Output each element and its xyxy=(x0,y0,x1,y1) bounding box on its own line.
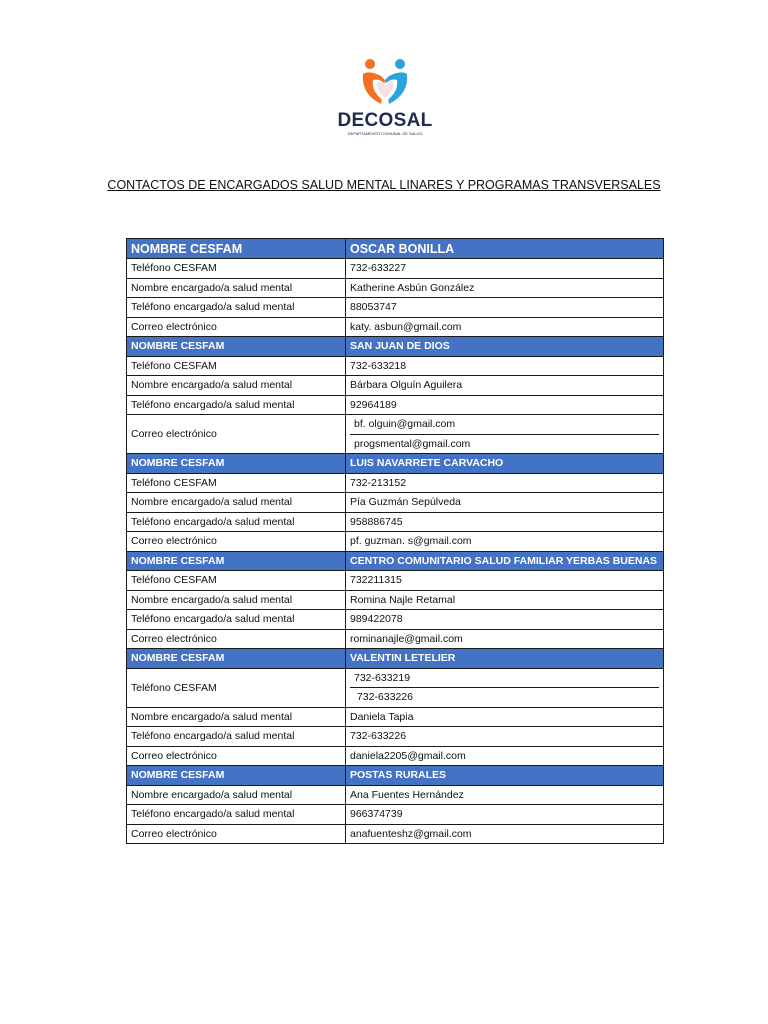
tel-encargado-value: 989422078 xyxy=(346,610,664,630)
table-row xyxy=(127,298,664,318)
tel-encargado-value: 958886745 xyxy=(346,512,664,532)
table-row xyxy=(127,532,664,552)
cesfam-label: NOMBRE CESFAM xyxy=(127,551,346,571)
cesfam-header-row xyxy=(127,649,664,669)
tel-encargado-label: Teléfono encargado/a salud mental xyxy=(127,727,346,747)
correo-label: Correo electrónico xyxy=(127,317,346,337)
tel-encargado-label: Teléfono encargado/a salud mental xyxy=(127,512,346,532)
contacts-table xyxy=(126,238,664,844)
table-row xyxy=(127,746,664,766)
document-title: CONTACTOS DE ENCARGADOS SALUD MENTAL LINARES Y PROGRAMAS TRANSVERSALES xyxy=(107,178,661,192)
logo-name: DECOSAL xyxy=(337,110,433,131)
table-row xyxy=(127,629,664,649)
table-row xyxy=(127,707,664,727)
decosal-logo xyxy=(335,58,435,142)
table-row xyxy=(127,473,664,493)
tel-encargado-value: 966374739 xyxy=(346,805,664,825)
table-row xyxy=(127,395,664,415)
correo-value: pf. guzman. s@gmail.com xyxy=(346,532,664,552)
encargado-label: Nombre encargado/a salud mental xyxy=(127,590,346,610)
correo-value: katy. asbun@gmail.com xyxy=(346,317,664,337)
correo-label: Correo electrónico xyxy=(127,824,346,844)
cesfam-name: OSCAR BONILLA xyxy=(346,239,664,259)
cesfam-header-row xyxy=(127,551,664,571)
table-row xyxy=(127,376,664,396)
table-row xyxy=(127,278,664,298)
table-row xyxy=(127,590,664,610)
tel-cesfam-label: Teléfono CESFAM xyxy=(127,473,346,493)
encargado-value: Bárbara Olguín Aguilera xyxy=(346,376,664,396)
tel-cesfam-label: Teléfono CESFAM xyxy=(127,668,346,707)
encargado-label: Nombre encargado/a salud mental xyxy=(127,278,346,298)
cesfam-label: NOMBRE CESFAM xyxy=(127,337,346,357)
table-row xyxy=(127,512,664,532)
correo-value: rominanajle@gmail.com xyxy=(346,629,664,649)
encargado-value: Daniela Tapia xyxy=(346,707,664,727)
cesfam-name: VALENTIN LETELIER xyxy=(346,649,664,669)
tel-encargado-value: 732-633226 xyxy=(346,727,664,747)
tel-cesfam-value: 732211315 xyxy=(346,571,664,591)
table-row xyxy=(127,668,664,707)
cesfam-label: NOMBRE CESFAM xyxy=(127,239,346,259)
cesfam-name: SAN JUAN DE DIOS xyxy=(346,337,664,357)
encargado-value: Romina Najle Retamal xyxy=(346,590,664,610)
correo-value: daniela2205@gmail.com xyxy=(346,746,664,766)
encargado-value: Katherine Asbún González xyxy=(346,278,664,298)
encargado-label: Nombre encargado/a salud mental xyxy=(127,493,346,513)
cesfam-header-row xyxy=(127,239,664,259)
encargado-value: Pía Guzmán Sepúlveda xyxy=(346,493,664,513)
tel-encargado-value: 92964189 xyxy=(346,395,664,415)
table-row xyxy=(127,259,664,279)
table-row xyxy=(127,493,664,513)
correo-label: Correo electrónico xyxy=(127,746,346,766)
cesfam-label: NOMBRE CESFAM xyxy=(127,766,346,786)
cesfam-label: NOMBRE CESFAM xyxy=(127,649,346,669)
encargado-label: Nombre encargado/a salud mental xyxy=(127,785,346,805)
correo-value: progsmental@gmail.com xyxy=(350,434,659,454)
tel-cesfam-value: 732-633226 xyxy=(350,687,659,707)
heart-people-icon xyxy=(359,58,411,110)
tel-cesfam-value: 732-633219 xyxy=(354,671,411,684)
table-row xyxy=(127,805,664,825)
encargado-value: Ana Fuentes Hernández xyxy=(346,785,664,805)
cesfam-name: CENTRO COMUNITARIO SALUD FAMILIAR YERBAS BUENAS xyxy=(346,551,664,571)
tel-encargado-label: Teléfono encargado/a salud mental xyxy=(127,805,346,825)
tel-cesfam-value: 732-633227 xyxy=(346,259,664,279)
table-row xyxy=(127,610,664,630)
cesfam-header-row xyxy=(127,337,664,357)
cesfam-header-row xyxy=(127,454,664,474)
table-row xyxy=(127,824,664,844)
tel-cesfam-label: Teléfono CESFAM xyxy=(127,356,346,376)
table-row xyxy=(127,727,664,747)
table-row xyxy=(127,415,664,454)
tel-encargado-label: Teléfono encargado/a salud mental xyxy=(127,610,346,630)
cesfam-name: LUIS NAVARRETE CARVACHO xyxy=(346,454,664,474)
correo-label: Correo electrónico xyxy=(127,415,346,454)
tel-encargado-label: Teléfono encargado/a salud mental xyxy=(127,298,346,318)
tel-encargado-label: Teléfono encargado/a salud mental xyxy=(127,395,346,415)
tel-cesfam-value: 732-633218 xyxy=(346,356,664,376)
logo-subtitle: DEPARTAMENTO COMUNAL DE SALUD xyxy=(347,131,423,136)
tel-cesfam-value: 732-213152 xyxy=(346,473,664,493)
tel-cesfam-label: Teléfono CESFAM xyxy=(127,259,346,279)
table-row xyxy=(127,317,664,337)
correo-value: anafuenteshz@gmail.com xyxy=(346,824,664,844)
tel-cesfam-label: Teléfono CESFAM xyxy=(127,571,346,591)
encargado-label: Nombre encargado/a salud mental xyxy=(127,707,346,727)
cesfam-header-row xyxy=(127,766,664,786)
table-row xyxy=(127,571,664,591)
tel-cesfam-values xyxy=(346,668,664,707)
cesfam-name: POSTAS RURALES xyxy=(346,766,664,786)
table-row xyxy=(127,785,664,805)
correo-label: Correo electrónico xyxy=(127,532,346,552)
table-row xyxy=(127,356,664,376)
correo-value: bf. olguin@gmail.com xyxy=(354,418,456,430)
correo-values xyxy=(346,415,664,454)
cesfam-label: NOMBRE CESFAM xyxy=(127,454,346,474)
correo-label: Correo electrónico xyxy=(127,629,346,649)
encargado-label: Nombre encargado/a salud mental xyxy=(127,376,346,396)
tel-encargado-value: 88053747 xyxy=(346,298,664,318)
